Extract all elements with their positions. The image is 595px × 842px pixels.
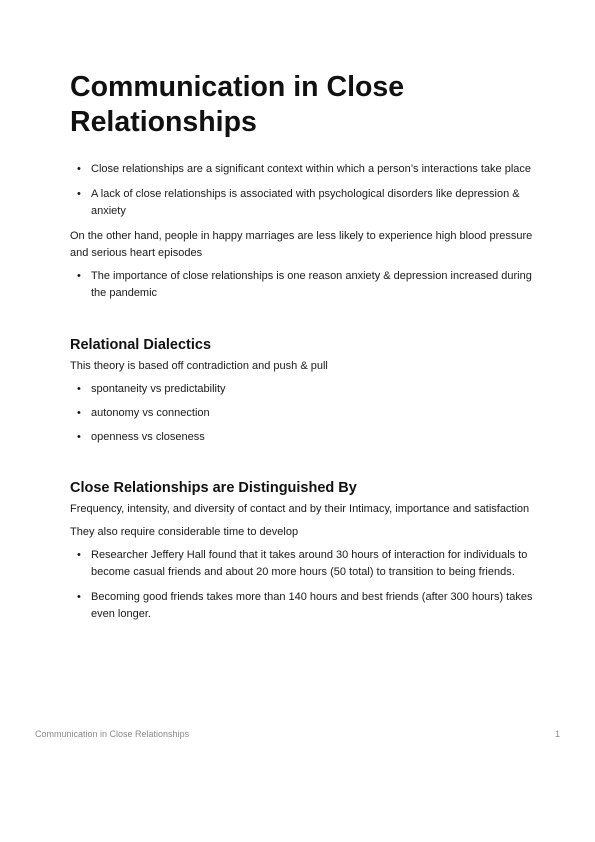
list-item (70, 405, 535, 422)
list-item (70, 161, 535, 178)
bullet-icon: • (77, 549, 81, 561)
section-heading-dialectics: Relational Dialectics (70, 337, 212, 353)
section-heading-distinguished: Close Relationships are Distinguished By (70, 480, 357, 496)
list-item-text: autonomy vs connection (91, 407, 210, 419)
list-item (70, 186, 535, 220)
list-item (70, 589, 535, 623)
dialectics-bullet-list (70, 381, 535, 446)
intro-paragraph: On the other hand, people in happy marriages are less likely to experience high blood pressure and serious heart episodes (70, 230, 533, 259)
distinguished-paragraph-2: They also require considerable time to develop (70, 526, 299, 538)
bullet-icon: • (77, 431, 81, 443)
dialectics-paragraph: This theory is based off contradiction and push & pull (70, 360, 328, 372)
bullet-icon: • (77, 407, 81, 419)
distinguished-bullet-list (70, 547, 535, 623)
bullet-icon: • (77, 163, 81, 175)
list-item (70, 268, 535, 302)
section-spacer (70, 310, 535, 336)
bullet-icon: • (77, 188, 81, 200)
bullet-icon: • (77, 591, 81, 603)
list-item-text: openness vs closeness (91, 431, 205, 443)
list-item (70, 547, 535, 581)
list-item-text: spontaneity vs predictability (91, 383, 226, 395)
document-page (70, 70, 535, 631)
list-item (70, 381, 535, 398)
list-item-text: Close relationships are a significant context within which a person’s interactions take place (91, 163, 532, 175)
list-item-text: The importance of close relationships is one reason anxiety & depression increased during the pandemic (91, 270, 532, 299)
page-title: Communication in Close Relationships (70, 71, 405, 138)
section-spacer (70, 453, 535, 479)
list-item (70, 429, 535, 446)
bullet-icon: • (77, 270, 81, 282)
page-number: 1 (554, 729, 560, 739)
list-item-text: Becoming good friends takes more than 140 hours and best friends (after 300 hours) takes even longer. (91, 591, 533, 620)
list-item-text: Researcher Jeffery Hall found that it takes around 30 hours of interaction for individuals to become casual friends and about 20 more hours (50 total) to transition to being friends. (91, 549, 528, 578)
list-item-text: A lack of close relationships is associated with psychological disorders like depression & anxiety (91, 188, 520, 217)
bullet-icon: • (77, 383, 81, 395)
intro-bullet-list-a (70, 161, 535, 220)
distinguished-paragraph-1: Frequency, intensity, and diversity of contact and by their Intimacy, importance and satisfaction (70, 503, 530, 515)
footer-title: Communication in Close Relationships (35, 729, 190, 739)
intro-bullet-list-b (70, 268, 535, 302)
page-footer (35, 728, 560, 740)
